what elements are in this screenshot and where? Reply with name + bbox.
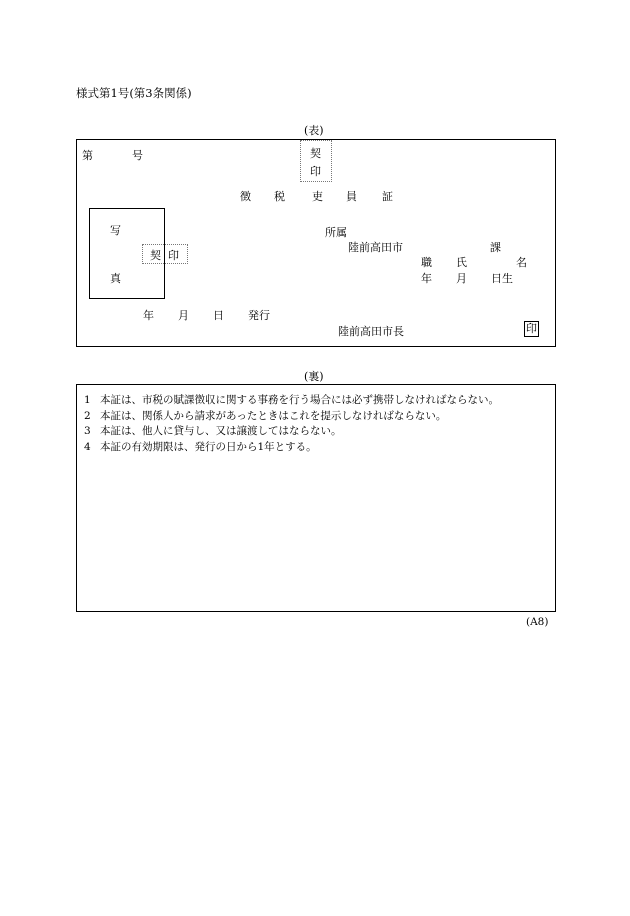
- issue-year: 年: [143, 309, 154, 322]
- photo-label-top: 写: [110, 224, 121, 237]
- front-section-label: (表): [304, 124, 324, 137]
- affiliation-city: 陸前高田市: [348, 241, 403, 254]
- card-title-char-4: 員: [346, 190, 357, 203]
- issue-month: 月: [178, 309, 189, 322]
- seal-mid-char-1: 契: [150, 249, 161, 262]
- position-label: 職: [421, 256, 432, 269]
- number-prefix: 第: [82, 149, 93, 162]
- card-title-char-1: 徴: [240, 190, 251, 203]
- seal-top-char-1: 契: [310, 147, 321, 160]
- back-section-label: (裏): [304, 370, 324, 383]
- official-stamp: 印: [526, 322, 537, 335]
- section-ka: 課: [490, 241, 501, 254]
- issuer-name: 陸前高田市長: [338, 325, 404, 338]
- birth-year: 年: [421, 272, 432, 285]
- name-label-1: 氏: [456, 256, 467, 269]
- birth-month: 月: [456, 272, 467, 285]
- card-title-char-3: 吏: [312, 190, 323, 203]
- list-item: 4 本証の有効期限は、発行の日から1年とする。: [84, 440, 317, 453]
- name-label-2: 名: [516, 256, 527, 269]
- seal-mid-char-2: 印: [168, 249, 179, 262]
- card-title-char-5: 証: [382, 190, 393, 203]
- number-suffix: 号: [132, 149, 143, 162]
- issue-suffix: 発行: [248, 309, 270, 322]
- seal-top-char-2: 印: [310, 165, 321, 178]
- notes-list: [84, 393, 499, 455]
- list-item: 1 本証は、市税の賦課徴収に関する事務を行う場合には必ず携帯しなければならない。: [84, 394, 499, 406]
- size-label: (A8): [526, 616, 549, 628]
- seal-box-mid: [142, 244, 188, 264]
- photo-label-bottom: 真: [110, 272, 121, 285]
- list-item: 3 本証は、他人に貸与し、又は譲渡してはならない。: [84, 425, 342, 437]
- birth-day: 日生: [491, 272, 513, 285]
- list-item: 2 本証は、関係人から請求があったときはこれを提示しなければならない。: [84, 409, 447, 422]
- form-title: 様式第1号(第3条関係): [76, 86, 192, 100]
- affiliation-label: 所属: [325, 226, 347, 239]
- issue-day: 日: [213, 309, 224, 322]
- card-title-char-2: 税: [274, 190, 285, 203]
